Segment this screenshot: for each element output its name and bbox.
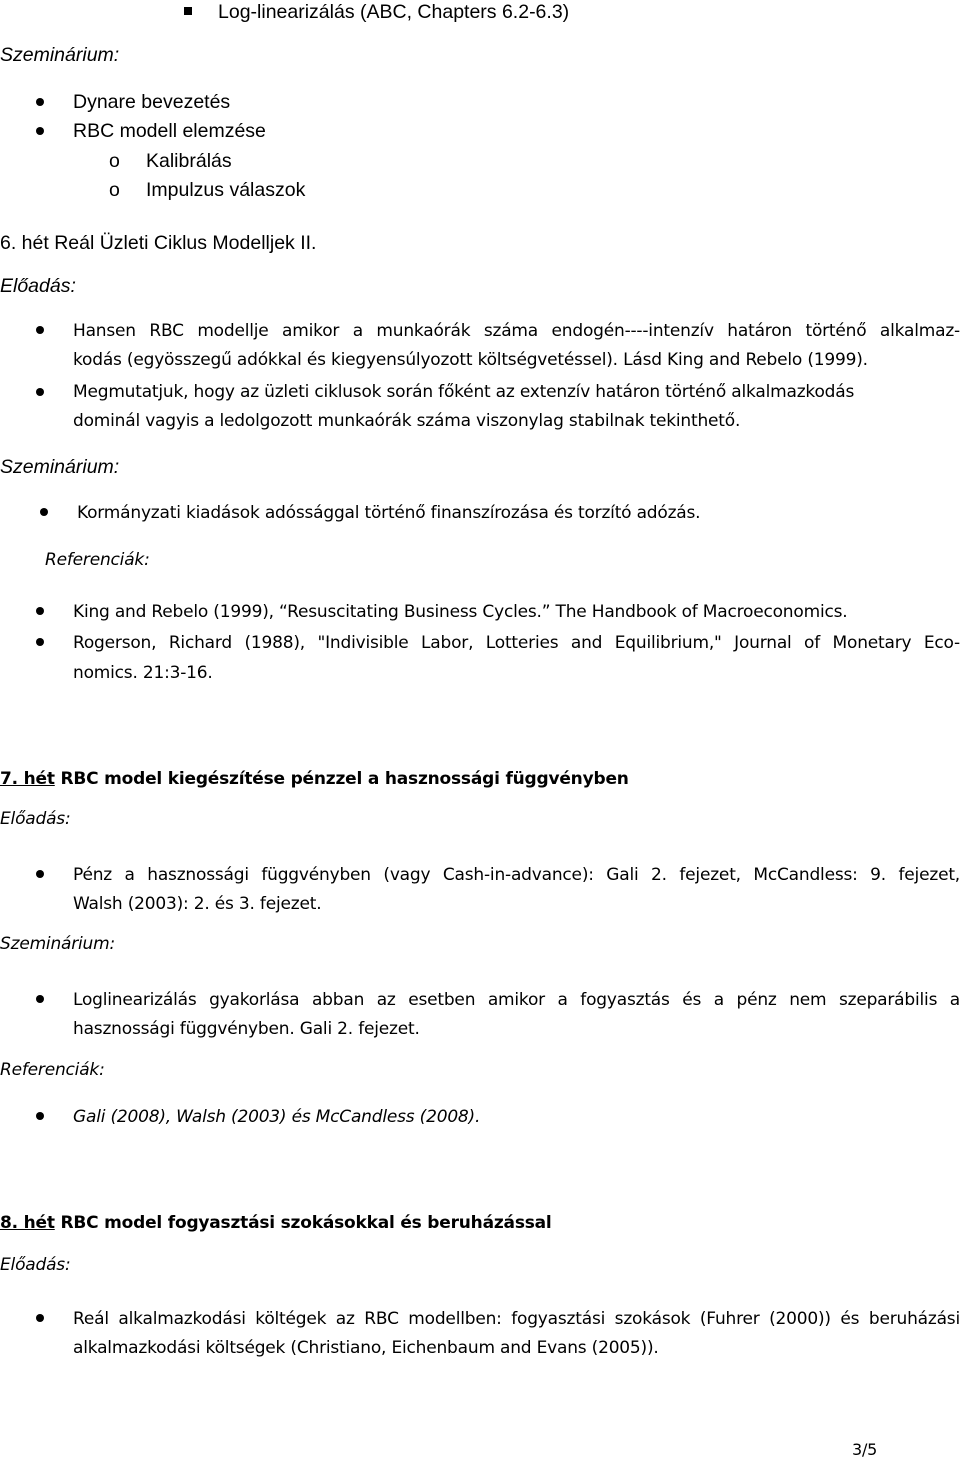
week-number: 8. hét [0,1213,55,1233]
bullet-icon [36,995,44,1003]
square-bullet-icon [184,7,192,15]
lecture-item-line: Walsh (2003): 2. és 3. fejezet. [73,894,322,914]
reference-item: King and Rebelo (1999), “Resuscitating Business Cycles.” The Handbook of Macroeconomics. [73,602,848,622]
lecture-label: Előadás: [0,275,76,297]
week-heading: 6. hét Reál Üzleti Ciklus Modelljek II. [0,232,317,254]
bullet-icon [36,870,44,878]
reference-item-line: Rogerson, Richard (1988), "Indivisible Labor, Lotteries and Equilibrium," Journal of Monetary Eco- [73,633,960,653]
bullet-icon [36,388,44,396]
week-title: RBC model kiegészítése pénzzel a hasznossági függvényben [60,769,629,789]
top-list-item: Log-linearizálás (ABC, Chapters 6.2-6.3) [218,1,570,23]
seminar-label: Szeminárium: [0,44,120,66]
bullet-icon [36,1314,44,1322]
lecture-label: Előadás: [0,1255,71,1275]
bullet-icon [36,607,44,615]
sub-bullet-icon: o [109,150,120,172]
seminar-item: Kormányzati kiadások adóssággal történő finanszírozása és torzító adózás. [77,503,701,523]
week-heading [0,767,629,791]
week-heading [0,1211,552,1235]
sub-bullet-icon: o [109,179,120,201]
bullet-icon [36,326,44,334]
week-number: 7. hét [0,769,55,789]
lecture-item-line: alkalmazkodási költségek (Christiano, Eichenbaum and Evans (2005)). [73,1338,659,1358]
bullet-icon [40,508,48,516]
list-item: Dynare bevezetés [73,91,231,113]
lecture-item-line: dominál vagyis a ledolgozott munkaórák száma viszonylag stabilnak tekinthető. [73,411,741,431]
references-label: Referenciák: [0,1060,105,1080]
lecture-item-line: Pénz a hasznossági függvényben (vagy Cash-in-advance): Gali 2. fejezet, McCandless: 9. fejezet, [73,865,960,885]
lecture-item-line: Megmutatjuk, hogy az üzleti ciklusok során főként az extenzív határon történő alkalmazkodás [73,382,855,402]
seminar-label: Szeminárium: [0,456,120,478]
seminar-label: Szeminárium: [0,934,116,954]
reference-item-line: nomics. 21:3-16. [73,663,213,683]
sub-list-item: Kalibrálás [146,150,232,172]
bullet-icon [36,1112,44,1120]
lecture-item-line: Hansen RBC modellje amikor a munkaórák száma endogén----intenzív határon történő alkalmaz- [73,321,960,341]
lecture-item-line: Reál alkalmazkodási költégek az RBC modellben: fogyasztási szokások (Fuhrer (2000)) és beruházási [73,1309,960,1329]
lecture-item-line: kodás (egyösszegű adókkal és kiegyensúlyozott költségvetéssel). Lásd King and Rebelo (1999). [73,350,868,370]
bullet-icon [36,638,44,646]
lecture-label: Előadás: [0,809,71,829]
references-label: Referenciák: [45,550,150,570]
seminar-item-line: Loglinearizálás gyakorlása abban az esetben amikor a fogyasztás és a pénz nem szeparábilis a [73,990,960,1010]
seminar-item-line: hasznossági függvényben. Gali 2. fejezet. [73,1019,420,1039]
bullet-icon [36,127,44,135]
week-title: RBC model fogyasztási szokásokkal és beruházással [60,1213,552,1233]
reference-item: Gali (2008), Walsh (2003) és McCandless (2008). [73,1107,481,1127]
page-number: 3/5 [852,1440,878,1459]
bullet-icon [36,98,44,106]
list-item: RBC modell elemzése [73,120,266,142]
sub-list-item: Impulzus válaszok [146,179,306,201]
